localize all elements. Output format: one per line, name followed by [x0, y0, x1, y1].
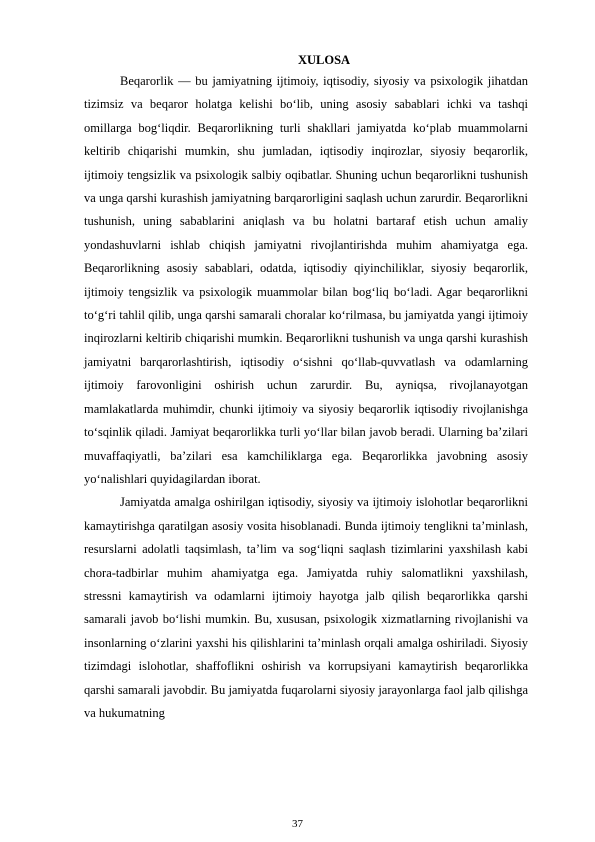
page-number: 37: [292, 818, 303, 830]
paragraph-2: Jamiyatda amalga oshirilgan iqtisodiy, siyosiy va ijtimoiy islohotlar beqarorlikni kamaytirishga qaratilgan asosiy vosita hisoblanadi. Bunda ijtimoiy tenglikni ta’minlash, resurslarni adolatli taqsimlash, ta’lim va sog‘liqni saqlash tizimlarini yaxshilash kabi chora-tadbirlar muhim ahamiyatga ega. Jamiyatda ruhiy salomatlikni yaxshilash, stressni kamaytirish va odamlarni ijtimoiy hayotga jalb qilish beqarorlikka qarshi samarali javob bo‘lishi mumkin. Bu, xususan, psixologik xizmatlarning rivojlanishi va insonlarning o‘zlarini yaxshi his qilishlarini ta’minlash orqali amalga oshiriladi. Siyosiy tizimdagi islohotlar, shaffoflikni oshirish va korrupsiyani kamaytirish beqarorlikka qarshi samarali javobdir. Bu jamiyatda fuqarolarni siyosiy jarayonlarga faol jalb qilishga va hukumatning: [84, 495, 528, 720]
page-content: [84, 50, 528, 725]
page-title: XULOSA: [297, 53, 351, 67]
paragraph-1: Beqarorlik — bu jamiyatning ijtimoiy, iqtisodiy, siyosiy va psixologik jihatdan tizimsiz va beqaror holatga kelishi bo‘lib, uning asosiy sabablari ichki va tashqi omillarga bog‘liqdir. Beqarorlikning turli shakllari jamiyatda ko‘plab muammolarni keltirib chiqarishi mumkin, shu jumladan, iqtisodiy inqirozlar, siyosiy beqarorlik, ijtimoiy tengsizlik va psixologik salbiy oqibatlar. Shuning uchun beqarorlikni tushunish va unga qarshi kurashish jamiyatning barqarorligini saqlash uchun zarurdir. Beqarorlikni tushunish, uning sabablarini aniqlash va bu holatni bartaraf etish uchun amaliy yondashuvlarni ishlab chiqish jamiyatni rivojlantirishda muhim ahamiyatga ega. Beqarorlikning asosiy sabablari, odatda, iqtisodiy qiyinchiliklar, siyosiy beqarorlik, ijtimoiy tengsizlik va psixologik muammolar bilan bog‘liq bo‘ladi. Agar beqarorlikni to‘g‘ri tahlil qilib, unga qarshi samarali choralar ko‘rilmasa, bu jamiyatda yangi ijtimoiy inqirozlarni keltirib chiqarishi mumkin. Beqarorlikni tushunish va unga qarshi kurashish jamiyatni barqarorlashtirish, iqtisodiy o‘sishni qo‘llab-quvvatlash va odamlarning ijtimoiy farovonligini oshirish uchun zarurdir. Bu, ayniqsa, rivojlanayotgan mamlakatlarda muhimdir, chunki ijtimoiy va siyosiy beqarorlik iqtisodiy rivojlanishga to‘sqinlik qiladi. Jamiyat beqarorlikka turli yo‘llar bilan javob beradi. Ularning ba’zilari muvaffaqiyatli, ba’zilari esa kamchiliklarga ega. Beqarorlikka javobning asosiy yo‘nalishlari quyidagilardan iborat.: [84, 74, 528, 486]
